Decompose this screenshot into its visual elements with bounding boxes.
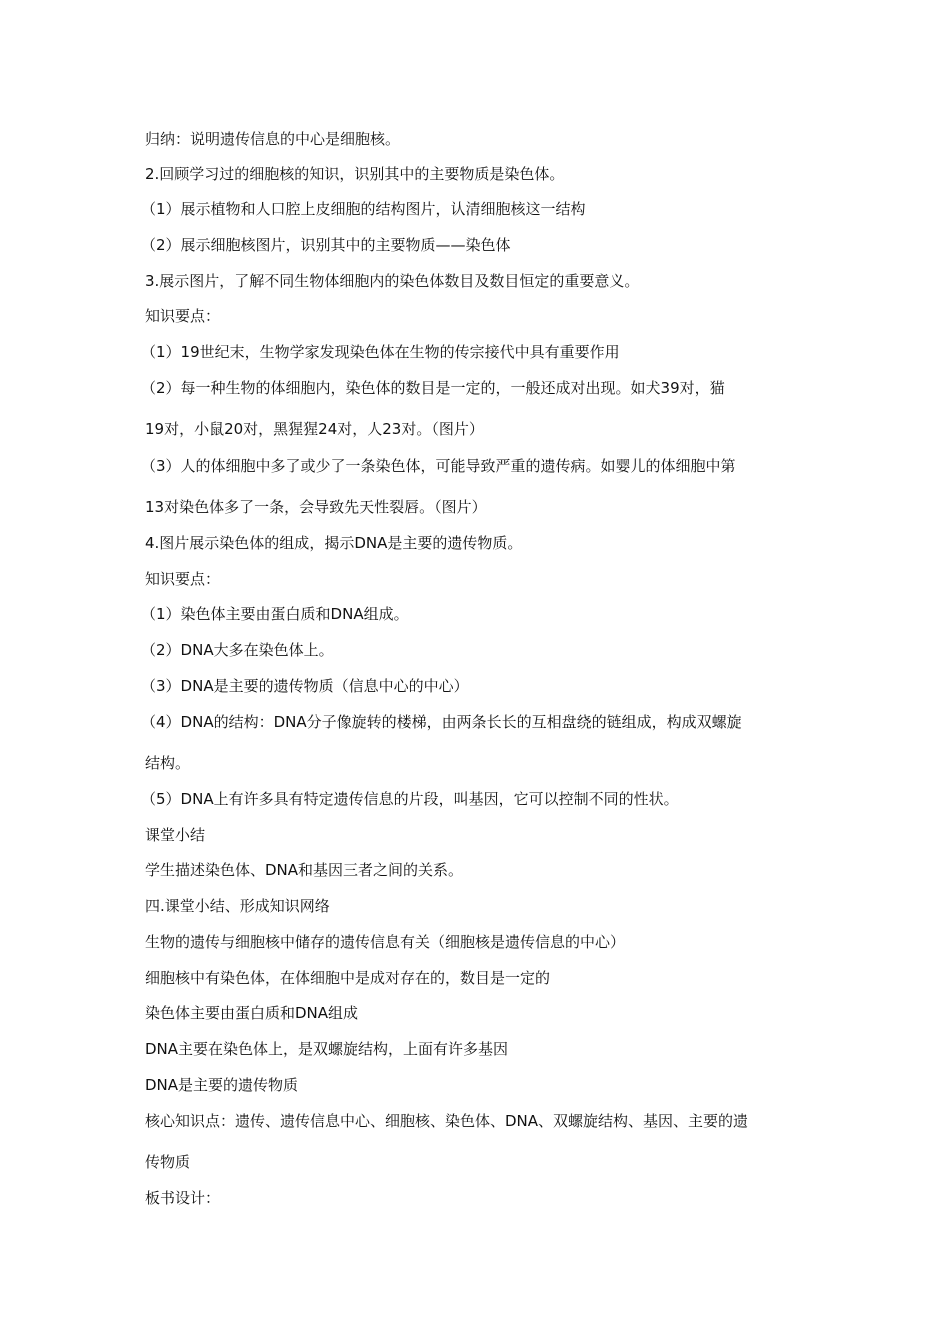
text-line: 3.展示图片，了解不同生物体细胞内的染色体数目及数目恒定的重要意义。 bbox=[145, 272, 640, 290]
text-line: （3）人的体细胞中多了或少了一条染色体，可能导致严重的遗传病。如婴儿的体细胞中第 bbox=[141, 457, 736, 475]
text-line: （5）DNA上有许多具有特定遗传信息的片段，叫基因，它可以控制不同的性状。 bbox=[141, 790, 679, 808]
text-line: 知识要点： bbox=[145, 307, 221, 325]
text-line: 生物的遗传与细胞核中储存的遗传信息有关（细胞核是遗传信息的中心） bbox=[145, 933, 626, 951]
text-line: （2）DNA大多在染色体上。 bbox=[141, 641, 334, 659]
text-line: 染色体主要由蛋白质和DNA组成 bbox=[145, 1004, 359, 1022]
text-line: 学生描述染色体、DNA和基因三者之间的关系。 bbox=[145, 861, 464, 879]
text-line: 归纳：说明遗传信息的中心是细胞核。 bbox=[145, 130, 401, 148]
text-line: 4.图片展示染色体的组成，揭示DNA是主要的遗传物质。 bbox=[145, 534, 523, 552]
text-line: （2）展示细胞核图片，识别其中的主要物质——染色体 bbox=[141, 236, 511, 254]
text-line: 核心知识点：遗传、遗传信息中心、细胞核、染色体、DNA、双螺旋结构、基因、主要的遗 bbox=[145, 1112, 749, 1130]
text-line: 2.回顾学习过的细胞核的知识，识别其中的主要物质是染色体。 bbox=[145, 165, 565, 183]
text-line: 板书设计： bbox=[145, 1189, 221, 1207]
text-line: DNA主要在染色体上，是双螺旋结构，上面有许多基因 bbox=[145, 1040, 509, 1058]
text-line: 课堂小结 bbox=[145, 826, 206, 844]
text-line: （1）染色体主要由蛋白质和DNA组成。 bbox=[141, 605, 409, 623]
text-line: （2）每一种生物的体细胞内，染色体的数目是一定的，一般还成对出现。如犬39对，猫 bbox=[141, 379, 725, 397]
text-line: DNA是主要的遗传物质 bbox=[145, 1076, 299, 1094]
text-line: 结构。 bbox=[145, 754, 191, 772]
text-line: 细胞核中有染色体，在体细胞中是成对存在的，数目是一定的 bbox=[145, 969, 551, 987]
text-line: （1）展示植物和人口腔上皮细胞的结构图片，认清细胞核这一结构 bbox=[141, 200, 586, 218]
text-line: （4）DNA的结构：DNA分子像旋转的楼梯，由两条长长的互相盘绕的链组成，构成双螺旋 bbox=[141, 713, 742, 731]
text-line: 四.课堂小结、形成知识网络 bbox=[145, 897, 330, 915]
text-line: （1）19世纪末，生物学家发现染色体在生物的传宗接代中具有重要作用 bbox=[141, 343, 620, 361]
text-line: 19对，小鼠20对，黑猩猩24对，人23对。（图片） bbox=[145, 420, 484, 438]
text-line: （3）DNA是主要的遗传物质（信息中心的中心） bbox=[141, 677, 469, 695]
text-line: 13对染色体多了一条，会导致先天性裂唇。（图片） bbox=[145, 498, 487, 516]
text-line: 知识要点： bbox=[145, 570, 221, 588]
text-line: 传物质 bbox=[145, 1153, 191, 1171]
